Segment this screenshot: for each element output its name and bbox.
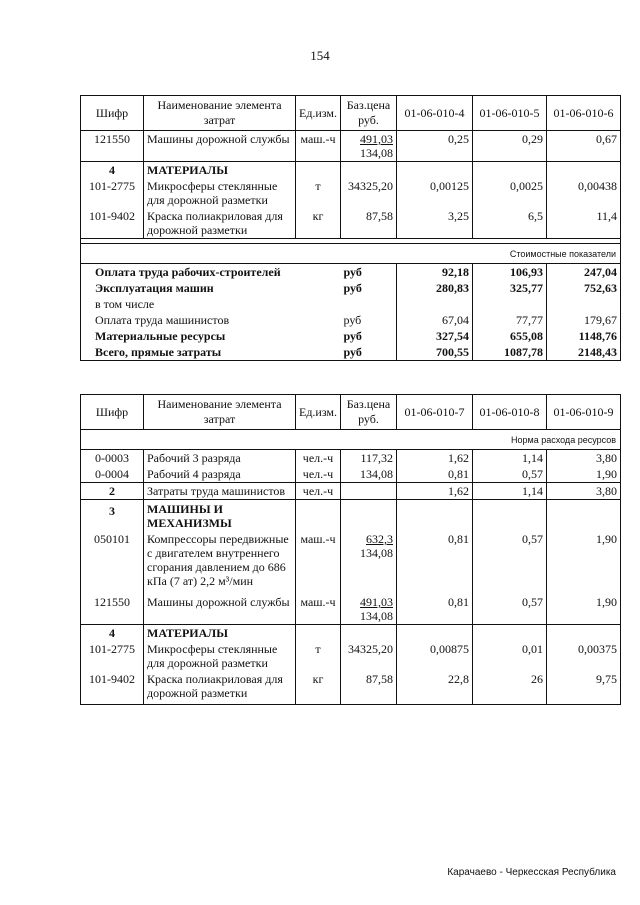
- table-header-row: [81, 395, 621, 430]
- price-machine-rate: 491,03: [360, 595, 393, 609]
- header-code: Шифр: [81, 395, 144, 430]
- header-column: 01-06-010-6: [547, 96, 621, 131]
- summary-value: 700,55: [397, 344, 473, 361]
- row-unit: [296, 162, 341, 179]
- row-value: 1,14: [473, 483, 547, 500]
- summary-row: [81, 328, 621, 344]
- price-labor-rate: 134,08: [360, 546, 393, 560]
- row-code: 101-2775: [81, 178, 144, 208]
- row-value: 0,00375: [547, 641, 621, 671]
- row-value: 1,90: [547, 531, 621, 589]
- row-price: 34325,20: [341, 641, 397, 671]
- row-value: 1,90: [547, 466, 621, 483]
- row-value: 3,80: [547, 450, 621, 467]
- row-name: Машины дорожной службы: [144, 589, 296, 625]
- row-value: 0,01: [473, 641, 547, 671]
- summary-row: [81, 280, 621, 296]
- row-unit: чел.-ч: [296, 466, 341, 483]
- table-row: [81, 450, 621, 467]
- section-row: [81, 625, 621, 642]
- price-machine-rate: 491,03: [360, 132, 393, 146]
- row-name: Компрессоры передвижные с двигателем внутреннего сгорания давлением до 686 кПа (7 ат) 2,2 м³/мин: [144, 531, 296, 589]
- table-row: [81, 208, 621, 239]
- row-unit: т: [296, 641, 341, 671]
- row-value: [473, 162, 547, 179]
- row-value: 3,25: [397, 208, 473, 239]
- section-row: [81, 500, 621, 532]
- row-unit: чел.-ч: [296, 450, 341, 467]
- section-note-row: [81, 244, 621, 264]
- row-code: 101-9402: [81, 671, 144, 705]
- section-note-row: [81, 430, 621, 450]
- summary-row: [81, 264, 621, 281]
- row-value: [547, 625, 621, 642]
- summary-unit: руб: [343, 329, 362, 343]
- summary-value: [473, 296, 547, 312]
- summary-value: 2148,43: [547, 344, 621, 361]
- section-note: Норма расхода ресурсов: [81, 430, 621, 450]
- header-name: Наименование элемента затрат: [144, 395, 296, 430]
- row-price: [341, 625, 397, 642]
- header-column: 01-06-010-4: [397, 96, 473, 131]
- row-price: 87,58: [341, 208, 397, 239]
- row-value: 26: [473, 671, 547, 705]
- row-code: 0-0003: [81, 450, 144, 467]
- row-price: [341, 483, 397, 500]
- row-unit: чел.-ч: [296, 483, 341, 500]
- summary-value: 179,67: [547, 312, 621, 328]
- row-unit: [296, 625, 341, 642]
- table-header-row: [81, 96, 621, 131]
- row-name: Рабочий 3 разряда: [144, 450, 296, 467]
- summary-value: 325,77: [473, 280, 547, 296]
- row-value: [473, 625, 547, 642]
- row-name: Затраты труда машинистов: [144, 483, 296, 500]
- row-code: 0-0004: [81, 466, 144, 483]
- summary-value: [397, 296, 473, 312]
- row-value: [547, 500, 621, 532]
- row-price: [341, 131, 397, 162]
- summary-value: 1087,78: [473, 344, 547, 361]
- cost-table-1: [80, 95, 621, 361]
- footer-region: Карачаево - Черкесская Республика: [447, 867, 616, 878]
- section-note: Стоимостные показатели: [81, 244, 621, 264]
- table-row: [81, 641, 621, 671]
- row-value: 0,00875: [397, 641, 473, 671]
- row-value: 9,75: [547, 671, 621, 705]
- row-value: [397, 625, 473, 642]
- row-value: [547, 162, 621, 179]
- row-value: 0,81: [397, 531, 473, 589]
- summary-value: 106,93: [473, 264, 547, 281]
- row-code: 4: [81, 162, 144, 179]
- summary-value: 655,08: [473, 328, 547, 344]
- summary-row: [81, 312, 621, 328]
- row-price: [341, 500, 397, 532]
- row-name: МАШИНЫ И МЕХАНИЗМЫ: [144, 500, 296, 532]
- row-code: 050101: [81, 531, 144, 589]
- summary-value: 327,54: [397, 328, 473, 344]
- row-value: 6,5: [473, 208, 547, 239]
- summary-unit: руб: [343, 281, 362, 295]
- row-value: 1,62: [397, 483, 473, 500]
- row-code: 121550: [81, 131, 144, 162]
- summary-row: [81, 344, 621, 361]
- table-row: [81, 589, 621, 625]
- row-value: 1,90: [547, 589, 621, 625]
- summary-label: в том числе: [81, 296, 341, 312]
- row-value: 0,81: [397, 589, 473, 625]
- row-price: [341, 162, 397, 179]
- row-name: Машины дорожной службы: [144, 131, 296, 162]
- row-value: 0,57: [473, 531, 547, 589]
- header-code: Шифр: [81, 96, 144, 131]
- row-code: 4: [81, 625, 144, 642]
- row-price: 34325,20: [341, 178, 397, 208]
- header-column: 01-06-010-7: [397, 395, 473, 430]
- row-unit: маш.-ч: [296, 131, 341, 162]
- summary-value: 752,63: [547, 280, 621, 296]
- header-price: Баз.цена руб.: [341, 395, 397, 430]
- row-value: 0,0025: [473, 178, 547, 208]
- row-unit: маш.-ч: [296, 531, 341, 589]
- price-labor-rate: 134,08: [360, 146, 393, 160]
- row-code: 2: [81, 483, 144, 500]
- summary-value: 77,77: [473, 312, 547, 328]
- row-value: 11,4: [547, 208, 621, 239]
- row-value: 22,8: [397, 671, 473, 705]
- price-labor-rate: 134,08: [360, 609, 393, 623]
- summary-row: [81, 296, 621, 312]
- resource-table-2: [80, 394, 621, 705]
- row-value: 0,29: [473, 131, 547, 162]
- row-name: Краска полиакриловая для дорожной разметки: [144, 208, 296, 239]
- table-row: [81, 483, 621, 500]
- row-value: [473, 500, 547, 532]
- row-name: Рабочий 4 разряда: [144, 466, 296, 483]
- row-name: Микросферы стеклянные для дорожной разметки: [144, 641, 296, 671]
- row-name: МАТЕРИАЛЫ: [144, 625, 296, 642]
- row-value: [397, 162, 473, 179]
- row-code: 101-2775: [81, 641, 144, 671]
- header-column: 01-06-010-5: [473, 96, 547, 131]
- summary-value: 67,04: [397, 312, 473, 328]
- row-value: 0,57: [473, 466, 547, 483]
- row-value: 0,67: [547, 131, 621, 162]
- section-row: [81, 162, 621, 179]
- summary-value: [547, 296, 621, 312]
- row-value: 1,62: [397, 450, 473, 467]
- summary-value: 1148,76: [547, 328, 621, 344]
- table-row: [81, 671, 621, 705]
- row-value: 0,00438: [547, 178, 621, 208]
- table-row: [81, 131, 621, 162]
- summary-label: Материальные ресурсы: [81, 328, 341, 344]
- header-unit: Ед.изм.: [296, 395, 341, 430]
- summary-label: Всего, прямые затраты: [81, 344, 341, 361]
- row-price: 134,08: [341, 466, 397, 483]
- table-row: [81, 466, 621, 483]
- header-name: Наименование элемента затрат: [144, 96, 296, 131]
- summary-unit: руб: [343, 265, 362, 279]
- summary-value: 92,18: [397, 264, 473, 281]
- row-code: 121550: [81, 589, 144, 625]
- row-unit: т: [296, 178, 341, 208]
- header-column: 01-06-010-9: [547, 395, 621, 430]
- page-number: 154: [310, 48, 330, 63]
- row-unit: [296, 500, 341, 532]
- header-price: Баз.цена руб.: [341, 96, 397, 131]
- summary-label: Эксплуатация машин: [81, 280, 341, 296]
- row-price: [341, 589, 397, 625]
- row-value: 0,25: [397, 131, 473, 162]
- summary-unit: руб: [341, 344, 397, 361]
- row-value: 1,14: [473, 450, 547, 467]
- summary-unit: [341, 296, 397, 312]
- row-name: МАТЕРИАЛЫ: [144, 162, 296, 179]
- header-unit: Ед.изм.: [296, 96, 341, 131]
- row-code: 101-9402: [81, 208, 144, 239]
- row-price: 87,58: [341, 671, 397, 705]
- row-price: 117,32: [341, 450, 397, 467]
- table-row: [81, 531, 621, 589]
- row-unit: кг: [296, 208, 341, 239]
- row-unit: кг: [296, 671, 341, 705]
- row-code: 3: [81, 500, 144, 532]
- summary-label: Оплата труда машинистов: [81, 312, 341, 328]
- row-value: 0,57: [473, 589, 547, 625]
- row-price: [341, 531, 397, 589]
- summary-label: Оплата труда рабочих-строителей: [81, 264, 341, 281]
- row-value: 3,80: [547, 483, 621, 500]
- summary-value: 247,04: [547, 264, 621, 281]
- table-row: [81, 178, 621, 208]
- summary-value: 280,83: [397, 280, 473, 296]
- row-value: 0,00125: [397, 178, 473, 208]
- header-column: 01-06-010-8: [473, 395, 547, 430]
- row-value: 0,81: [397, 466, 473, 483]
- row-value: [397, 500, 473, 532]
- row-name: Микросферы стеклянные для дорожной разметки: [144, 178, 296, 208]
- row-name: Краска полиакриловая для дорожной разметки: [144, 671, 296, 705]
- price-machine-rate: 632,3: [366, 532, 393, 546]
- summary-unit: руб: [343, 313, 362, 327]
- row-unit: маш.-ч: [296, 589, 341, 625]
